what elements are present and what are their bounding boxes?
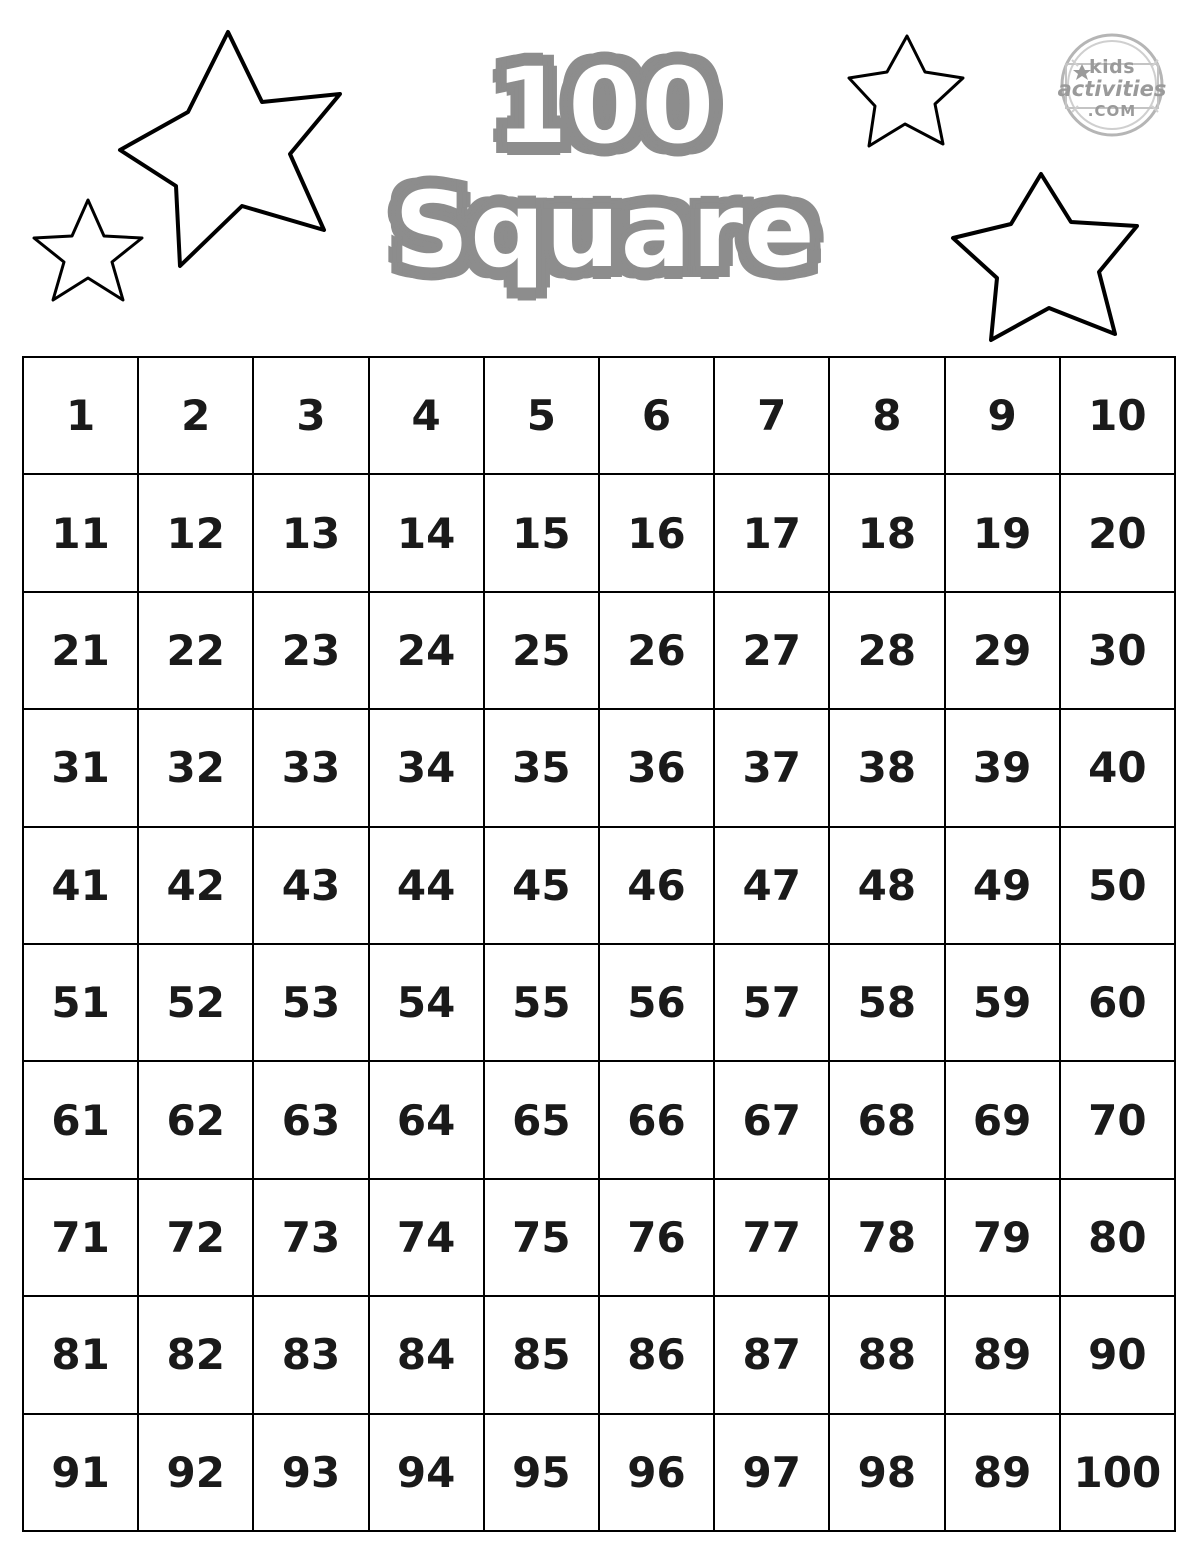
grid-cell[interactable]: 36 [599, 709, 714, 826]
grid-cell[interactable]: 85 [484, 1296, 599, 1413]
hundred-square-grid [22, 356, 1176, 1532]
grid-cell[interactable]: 75 [484, 1179, 599, 1296]
grid-cell[interactable]: 22 [138, 592, 253, 709]
grid-cell[interactable]: 69 [945, 1061, 1060, 1178]
grid-cell[interactable]: 84 [369, 1296, 484, 1413]
table-row [23, 1061, 1175, 1178]
grid-cell[interactable]: 67 [714, 1061, 829, 1178]
table-row [23, 1414, 1175, 1531]
grid-cell[interactable]: 55 [484, 944, 599, 1061]
grid-cell[interactable]: 62 [138, 1061, 253, 1178]
grid-cell[interactable]: 24 [369, 592, 484, 709]
grid-cell[interactable]: 9 [945, 357, 1060, 474]
grid-cell[interactable]: 65 [484, 1061, 599, 1178]
grid-cell[interactable]: 86 [599, 1296, 714, 1413]
grid-cell[interactable]: 91 [23, 1414, 138, 1531]
grid-cell[interactable]: 49 [945, 827, 1060, 944]
grid-cell[interactable]: 46 [599, 827, 714, 944]
grid-cell[interactable]: 47 [714, 827, 829, 944]
grid-cell[interactable]: 39 [945, 709, 1060, 826]
grid-cell[interactable]: 93 [253, 1414, 368, 1531]
grid-cell[interactable]: 14 [369, 474, 484, 591]
grid-cell[interactable]: 41 [23, 827, 138, 944]
star-large-left [110, 22, 350, 272]
table-row [23, 709, 1175, 826]
grid-cell[interactable]: 42 [138, 827, 253, 944]
grid-cell[interactable]: 58 [829, 944, 944, 1061]
grid-cell[interactable]: 45 [484, 827, 599, 944]
table-row [23, 474, 1175, 591]
table-row [23, 1296, 1175, 1413]
grid-cell[interactable]: 52 [138, 944, 253, 1061]
grid-cell[interactable]: 96 [599, 1414, 714, 1531]
grid-cell[interactable]: 10 [1060, 357, 1175, 474]
grid-cell[interactable]: 25 [484, 592, 599, 709]
number-table-body [23, 357, 1175, 1531]
grid-cell[interactable]: 48 [829, 827, 944, 944]
grid-cell[interactable]: 60 [1060, 944, 1175, 1061]
grid-cell[interactable]: 7 [714, 357, 829, 474]
logo-activities-text: activities [1057, 77, 1167, 101]
table-row [23, 592, 1175, 709]
grid-cell[interactable]: 40 [1060, 709, 1175, 826]
grid-cell[interactable]: 89 [945, 1414, 1060, 1531]
grid-cell[interactable]: 59 [945, 944, 1060, 1061]
grid-cell[interactable]: 16 [599, 474, 714, 591]
grid-cell[interactable]: 30 [1060, 592, 1175, 709]
grid-cell[interactable]: 64 [369, 1061, 484, 1178]
logo-domain-text: .COM [1087, 102, 1137, 120]
grid-cell[interactable]: 28 [829, 592, 944, 709]
page-title-line-2: Square [394, 169, 816, 291]
grid-cell[interactable]: 56 [599, 944, 714, 1061]
grid-cell[interactable]: 88 [829, 1296, 944, 1413]
grid-cell[interactable]: 43 [253, 827, 368, 944]
grid-cell[interactable]: 98 [829, 1414, 944, 1531]
grid-cell[interactable]: 51 [23, 944, 138, 1061]
grid-cell[interactable]: 90 [1060, 1296, 1175, 1413]
grid-cell[interactable]: 94 [369, 1414, 484, 1531]
star-small-top-right [845, 30, 965, 155]
grid-cell[interactable]: 83 [253, 1296, 368, 1413]
grid-cell[interactable]: 57 [714, 944, 829, 1061]
table-row [23, 357, 1175, 474]
number-table [22, 356, 1176, 1532]
grid-cell[interactable]: 72 [138, 1179, 253, 1296]
grid-cell[interactable]: 97 [714, 1414, 829, 1531]
grid-cell[interactable]: 53 [253, 944, 368, 1061]
grid-cell[interactable]: 95 [484, 1414, 599, 1531]
grid-cell[interactable]: 29 [945, 592, 1060, 709]
grid-cell[interactable]: 100 [1060, 1414, 1175, 1531]
grid-cell[interactable]: 50 [1060, 827, 1175, 944]
grid-cell[interactable]: 15 [484, 474, 599, 591]
table-row [23, 944, 1175, 1061]
grid-cell[interactable]: 13 [253, 474, 368, 591]
grid-cell[interactable]: 78 [829, 1179, 944, 1296]
grid-cell[interactable]: 77 [714, 1179, 829, 1296]
table-row [23, 1179, 1175, 1296]
star-large-right [945, 168, 1145, 348]
kids-activities-logo [1052, 30, 1172, 140]
grid-cell[interactable]: 31 [23, 709, 138, 826]
grid-cell[interactable]: 79 [945, 1179, 1060, 1296]
grid-cell[interactable]: 4 [369, 357, 484, 474]
page-header [0, 0, 1200, 352]
grid-cell[interactable]: 5 [484, 357, 599, 474]
grid-cell[interactable]: 11 [23, 474, 138, 591]
grid-cell[interactable]: 81 [23, 1296, 138, 1413]
logo-kids-text: kids [1088, 56, 1136, 78]
grid-cell[interactable]: 23 [253, 592, 368, 709]
grid-cell[interactable]: 38 [829, 709, 944, 826]
grid-cell[interactable]: 44 [369, 827, 484, 944]
grid-cell[interactable]: 87 [714, 1296, 829, 1413]
grid-cell[interactable]: 20 [1060, 474, 1175, 591]
grid-cell[interactable]: 21 [23, 592, 138, 709]
grid-cell[interactable]: 70 [1060, 1061, 1175, 1178]
page-title [370, 30, 840, 320]
grid-cell[interactable]: 3 [253, 357, 368, 474]
page-title-line-1: 100 [494, 45, 716, 167]
grid-cell[interactable]: 71 [23, 1179, 138, 1296]
grid-cell[interactable]: 19 [945, 474, 1060, 591]
grid-cell[interactable]: 8 [829, 357, 944, 474]
grid-cell[interactable]: 89 [945, 1296, 1060, 1413]
grid-cell[interactable]: 18 [829, 474, 944, 591]
grid-cell[interactable]: 35 [484, 709, 599, 826]
grid-cell[interactable]: 92 [138, 1414, 253, 1531]
grid-cell[interactable]: 74 [369, 1179, 484, 1296]
grid-cell[interactable]: 66 [599, 1061, 714, 1178]
grid-cell[interactable]: 34 [369, 709, 484, 826]
grid-cell[interactable]: 2 [138, 357, 253, 474]
grid-cell[interactable]: 26 [599, 592, 714, 709]
grid-cell[interactable]: 37 [714, 709, 829, 826]
grid-cell[interactable]: 12 [138, 474, 253, 591]
grid-cell[interactable]: 32 [138, 709, 253, 826]
grid-cell[interactable]: 82 [138, 1296, 253, 1413]
grid-cell[interactable]: 61 [23, 1061, 138, 1178]
grid-cell[interactable]: 17 [714, 474, 829, 591]
table-row [23, 827, 1175, 944]
grid-cell[interactable]: 80 [1060, 1179, 1175, 1296]
grid-cell[interactable]: 54 [369, 944, 484, 1061]
grid-cell[interactable]: 6 [599, 357, 714, 474]
grid-cell[interactable]: 76 [599, 1179, 714, 1296]
grid-cell[interactable]: 1 [23, 357, 138, 474]
grid-cell[interactable]: 33 [253, 709, 368, 826]
grid-cell[interactable]: 73 [253, 1179, 368, 1296]
grid-cell[interactable]: 27 [714, 592, 829, 709]
grid-cell[interactable]: 68 [829, 1061, 944, 1178]
grid-cell[interactable]: 63 [253, 1061, 368, 1178]
